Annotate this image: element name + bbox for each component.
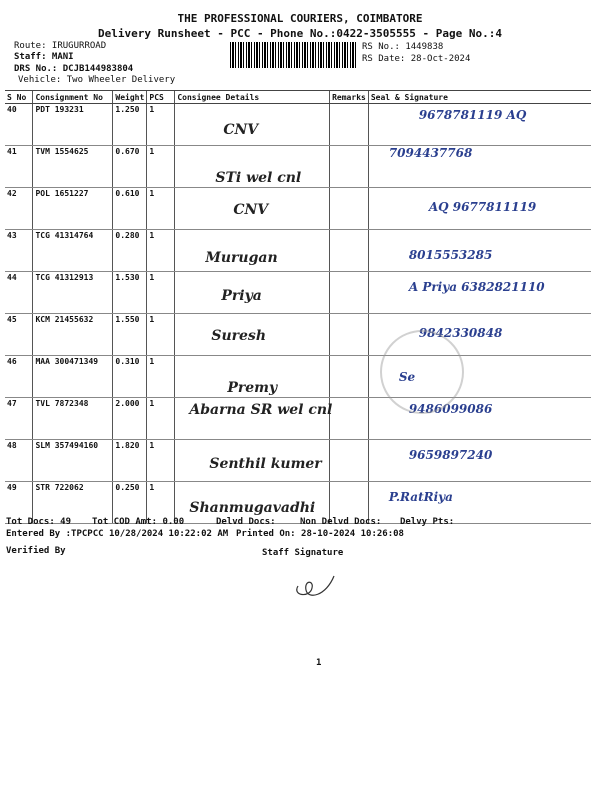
row-consignment-no: SLM 357494160 <box>33 440 113 482</box>
row-consignee <box>175 272 330 314</box>
row-pcs: 1 <box>147 314 175 356</box>
row-signature <box>368 272 591 314</box>
consignee-handwriting: CNV <box>233 202 269 218</box>
row-remarks <box>330 146 369 188</box>
signature-handwriting: Se <box>398 370 416 384</box>
runsheet-subtitle: Delivery Runsheet - PCC - Phone No.:0422-3505555 - Page No.:4 <box>98 27 502 40</box>
row-signature <box>368 230 591 272</box>
row-weight: 0.670 <box>113 146 147 188</box>
row-weight: 0.280 <box>113 230 147 272</box>
total-docs: Tot Docs: 49 <box>6 517 72 527</box>
rs-number: RS No.: 1449838 <box>362 42 444 52</box>
signature-handwriting: 7094437768 <box>388 146 473 160</box>
page-number: 1 <box>316 658 322 668</box>
row-signature <box>368 188 591 230</box>
signature-handwriting: AQ 9677811119 <box>428 200 537 214</box>
col-sno: S No <box>5 91 33 104</box>
row-consignment-no: STR 722062 <box>33 482 113 524</box>
entered-by: Entered By :TPCPCC 10/28/2024 10:22:02 AM <box>6 529 229 539</box>
delivery-stamp <box>380 330 464 414</box>
staff-signature-label: Staff Signature <box>262 548 344 558</box>
table-row <box>5 146 591 188</box>
table-row <box>5 230 591 272</box>
signature-handwriting: 9678781119 AQ <box>418 108 527 122</box>
row-consignee <box>175 188 330 230</box>
row-consignment-no: MAA 300471349 <box>33 356 113 398</box>
row-remarks <box>330 440 369 482</box>
vehicle-label: Vehicle: Two Wheeler Delivery <box>18 75 176 85</box>
signature-handwriting: A Priya 6382821110 <box>408 280 545 294</box>
company-title: THE PROFESSIONAL COURIERS, COIMBATORE <box>177 12 423 25</box>
table-row <box>5 440 591 482</box>
non-delivered-docs: Non Delvd Docs: <box>300 517 382 527</box>
total-cod: Tot COD Amt: 0.00 <box>92 517 185 527</box>
row-remarks <box>330 104 369 146</box>
route-label: Route: IRUGURROAD <box>14 41 107 51</box>
verified-by: Verified By <box>6 546 66 556</box>
row-remarks <box>330 188 369 230</box>
row-signature <box>368 146 591 188</box>
row-signature <box>368 440 591 482</box>
row-consignment-no: KCM 21455632 <box>33 314 113 356</box>
table-row <box>5 314 591 356</box>
table-row <box>5 272 591 314</box>
row-pcs: 1 <box>147 104 175 146</box>
row-pcs: 1 <box>147 356 175 398</box>
signature-handwriting: 9659897240 <box>408 448 493 462</box>
row-weight: 0.250 <box>113 482 147 524</box>
signature-handwriting: P.RatRiya <box>388 490 453 504</box>
printed-on: Printed On: 28-10-2024 10:26:08 <box>236 529 404 539</box>
row-sno: 41 <box>5 146 33 188</box>
row-weight: 0.310 <box>113 356 147 398</box>
table-row <box>5 356 591 398</box>
col-pcs: PCS <box>147 91 175 104</box>
table-row <box>5 398 591 440</box>
consignee-handwriting: STi wel cnl <box>215 170 302 186</box>
consignee-handwriting: Murugan <box>205 250 278 266</box>
row-signature <box>368 104 591 146</box>
rs-date: RS Date: 28-Oct-2024 <box>362 54 471 64</box>
row-consignee <box>175 230 330 272</box>
row-remarks <box>330 398 369 440</box>
consignee-handwriting: Senthil kumer <box>209 456 322 472</box>
delivered-docs: Delvd Docs: <box>216 517 276 527</box>
staff-signature-scribble <box>290 566 340 602</box>
signature-handwriting: 9842330848 <box>418 326 503 340</box>
row-sno: 44 <box>5 272 33 314</box>
row-consignment-no: POL 1651227 <box>33 188 113 230</box>
row-pcs: 1 <box>147 230 175 272</box>
col-consignee: Consignee Details <box>175 91 330 104</box>
row-weight: 1.530 <box>113 272 147 314</box>
delivery-points: Delvy Pts: <box>400 517 455 527</box>
row-pcs: 1 <box>147 398 175 440</box>
col-signature: Seal & Signature <box>368 91 591 104</box>
row-weight: 2.000 <box>113 398 147 440</box>
row-sno: 40 <box>5 104 33 146</box>
row-weight: 1.820 <box>113 440 147 482</box>
row-weight: 1.550 <box>113 314 147 356</box>
col-weight: Weight <box>113 91 147 104</box>
row-pcs: 1 <box>147 188 175 230</box>
row-sno: 47 <box>5 398 33 440</box>
table-header-row <box>5 91 591 104</box>
row-sno: 43 <box>5 230 33 272</box>
row-consignee <box>175 440 330 482</box>
consignee-handwriting: CNV <box>223 122 259 138</box>
row-consignee <box>175 146 330 188</box>
row-weight: 1.250 <box>113 104 147 146</box>
drs-number: DRS No.: DCJB144983804 <box>14 64 134 74</box>
signature-handwriting: 9486099086 <box>408 402 493 416</box>
runsheet-table <box>5 90 591 524</box>
consignee-handwriting: Shanmugavadhi <box>189 500 316 516</box>
table-row <box>5 188 591 230</box>
row-sno: 48 <box>5 440 33 482</box>
row-consignee <box>175 104 330 146</box>
row-pcs: 1 <box>147 272 175 314</box>
barcode <box>230 42 358 68</box>
col-consignment: Consignment No <box>33 91 113 104</box>
row-remarks <box>330 356 369 398</box>
col-remarks: Remarks <box>330 91 369 104</box>
row-pcs: 1 <box>147 146 175 188</box>
row-consignment-no: PDT 193231 <box>33 104 113 146</box>
row-consignment-no: TVM 1554625 <box>33 146 113 188</box>
row-sno: 49 <box>5 482 33 524</box>
row-consignment-no: TVL 7872348 <box>33 398 113 440</box>
row-remarks <box>330 230 369 272</box>
row-pcs: 1 <box>147 440 175 482</box>
row-consignee <box>175 314 330 356</box>
consignee-handwriting: Abarna SR wel cnl <box>189 402 333 418</box>
row-consignee <box>175 398 333 440</box>
row-consignee <box>175 356 330 398</box>
row-sno: 42 <box>5 188 33 230</box>
row-consignment-no: TCG 41312913 <box>33 272 113 314</box>
signature-handwriting: 8015553285 <box>408 248 493 262</box>
row-remarks <box>330 272 369 314</box>
table-row <box>5 104 591 146</box>
row-weight: 0.610 <box>113 188 147 230</box>
row-remarks <box>330 314 369 356</box>
row-pcs: 1 <box>147 482 175 524</box>
row-consignment-no: TCG 41314764 <box>33 230 113 272</box>
consignee-handwriting: Priya <box>221 288 262 304</box>
row-sno: 46 <box>5 356 33 398</box>
staff-label: Staff: MANI <box>14 52 74 62</box>
consignee-handwriting: Suresh <box>211 328 266 344</box>
consignee-handwriting: Premy <box>227 380 278 396</box>
row-sno: 45 <box>5 314 33 356</box>
